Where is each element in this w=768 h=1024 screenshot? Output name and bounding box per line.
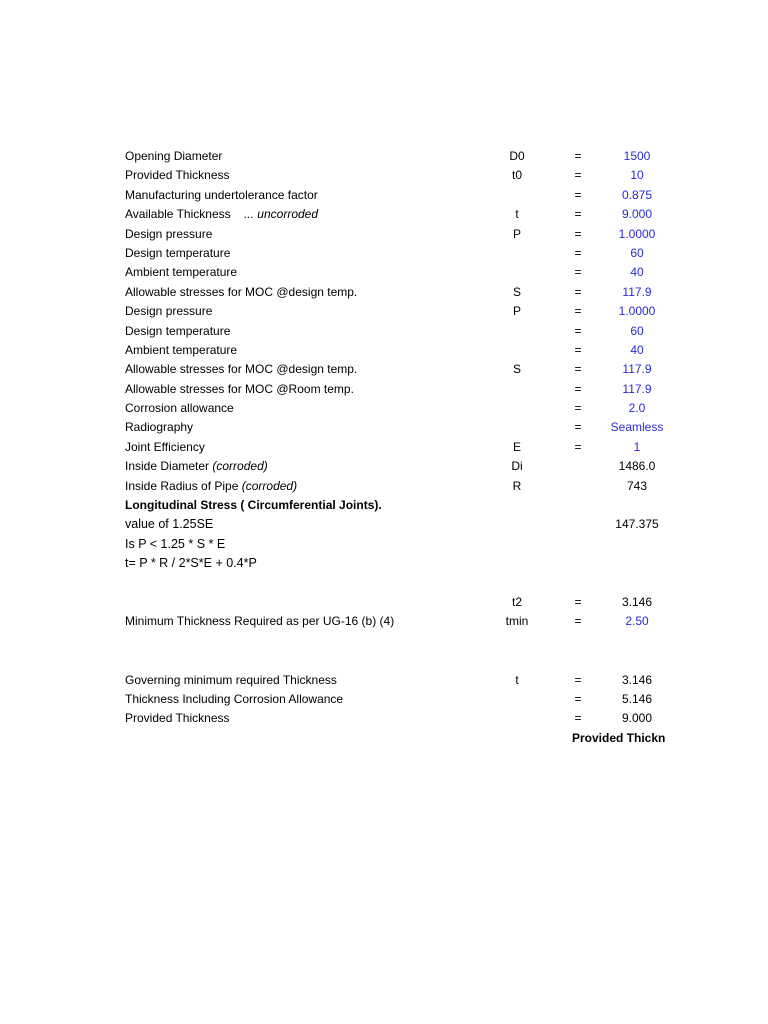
equals-sign: = bbox=[574, 168, 582, 183]
row-label: Allowable stresses for MOC @design temp. bbox=[125, 362, 358, 377]
row-ambient-temperature bbox=[0, 263, 768, 282]
row-note: (corroded) bbox=[241, 478, 298, 493]
row-provided-thickness-final bbox=[0, 709, 768, 728]
row-joint-efficiency bbox=[0, 438, 768, 457]
row-symbol: P bbox=[512, 304, 521, 319]
row-symbol: R bbox=[512, 478, 522, 493]
row-label-group bbox=[125, 477, 297, 496]
equals-sign: = bbox=[574, 381, 582, 396]
row-symbol: tmin bbox=[505, 614, 529, 629]
equals-sign: = bbox=[574, 149, 582, 163]
computed-value: 147.375 bbox=[615, 517, 659, 532]
equals-sign: = bbox=[574, 439, 582, 454]
row-allowable-stress-room bbox=[0, 380, 768, 399]
equals-sign: = bbox=[574, 323, 582, 338]
input-value[interactable]: 1.0000 bbox=[618, 304, 656, 319]
row-radiography bbox=[0, 418, 768, 437]
section-heading: Longitudinal Stress ( Circumferential Joints). bbox=[125, 498, 382, 513]
row-design-temperature bbox=[0, 244, 768, 263]
row-label: Corrosion allowance bbox=[125, 401, 234, 416]
equals-sign: = bbox=[574, 304, 582, 319]
input-value[interactable]: 2.50 bbox=[625, 614, 649, 629]
row-available-thickness bbox=[0, 205, 768, 224]
row-label: Joint Efficiency bbox=[125, 439, 205, 454]
row-label: Manufacturing undertolerance factor bbox=[125, 187, 318, 202]
input-value[interactable]: 1.0000 bbox=[618, 226, 656, 241]
input-value[interactable]: 40 bbox=[630, 265, 644, 280]
row-value-125se bbox=[0, 515, 768, 534]
row-label: Inside Diameter bbox=[125, 459, 210, 474]
row-label: Ambient temperature bbox=[125, 265, 238, 280]
row-formula bbox=[0, 554, 768, 573]
equals-sign: = bbox=[574, 672, 582, 687]
computed-value: 743 bbox=[626, 478, 648, 493]
row-min-thickness-ug16 bbox=[0, 612, 768, 631]
row-symbol: S bbox=[512, 362, 521, 377]
calculation-sheet bbox=[0, 147, 768, 748]
computed-value: 3.146 bbox=[621, 672, 653, 687]
computed-value: 1486.0 bbox=[618, 459, 656, 474]
equals-sign: = bbox=[574, 594, 582, 609]
row-longitudinal-stress-heading bbox=[0, 496, 768, 515]
row-label: Design pressure bbox=[125, 304, 213, 319]
row-check-condition bbox=[0, 535, 768, 554]
equals-sign: = bbox=[574, 284, 582, 299]
row-symbol: Di bbox=[511, 459, 523, 474]
row-symbol: t bbox=[515, 207, 519, 222]
row-label: Provided Thickness bbox=[125, 711, 230, 726]
row-symbol: P bbox=[512, 226, 521, 241]
row-label: Design temperature bbox=[125, 245, 231, 260]
row-t2 bbox=[0, 593, 768, 612]
input-value[interactable]: 60 bbox=[630, 323, 644, 338]
row-label-group bbox=[125, 457, 268, 476]
row-ambient-temperature-2 bbox=[0, 341, 768, 360]
equals-sign: = bbox=[574, 362, 582, 377]
equals-sign: = bbox=[574, 342, 582, 357]
spacer bbox=[0, 651, 768, 670]
input-value[interactable]: 117.9 bbox=[622, 381, 652, 396]
row-label: Minimum Thickness Required as per UG-16 (b) (4) bbox=[125, 614, 395, 629]
row-symbol: t0 bbox=[511, 168, 522, 183]
formula-text: t= P * R / 2*S*E + 0.4*P bbox=[125, 556, 257, 571]
row-label: value of 1.25SE bbox=[125, 517, 214, 532]
row-allowable-stress-design bbox=[0, 283, 768, 302]
row-footer bbox=[0, 729, 768, 748]
input-value[interactable]: 9.000 bbox=[621, 207, 653, 222]
row-label: Available Thickness bbox=[125, 207, 231, 222]
computed-value: 9.000 bbox=[621, 711, 653, 726]
equals-sign: = bbox=[574, 614, 582, 629]
row-label: Thickness Including Corrosion Allowance bbox=[125, 691, 344, 706]
row-design-pressure-2 bbox=[0, 302, 768, 321]
row-note: (corroded) bbox=[212, 459, 268, 474]
row-corrosion-allowance bbox=[0, 399, 768, 418]
equals-sign: = bbox=[574, 691, 582, 706]
row-label: Ambient temperature bbox=[125, 342, 238, 357]
row-design-pressure bbox=[0, 225, 768, 244]
input-value[interactable]: 117.9 bbox=[622, 284, 652, 299]
row-opening-diameter bbox=[0, 147, 768, 166]
spacer bbox=[0, 632, 768, 651]
row-note: ... uncorroded bbox=[243, 207, 319, 222]
row-inside-radius bbox=[0, 477, 768, 496]
row-inside-diameter bbox=[0, 457, 768, 476]
input-value[interactable]: 2.0 bbox=[628, 401, 646, 416]
row-undertolerance-factor bbox=[0, 186, 768, 205]
equals-sign: = bbox=[574, 207, 582, 222]
input-value[interactable]: 117.9 bbox=[622, 362, 652, 377]
equals-sign: = bbox=[574, 187, 582, 202]
row-label: Allowable stresses for MOC @Room temp. bbox=[125, 381, 354, 396]
equals-sign: = bbox=[574, 711, 582, 726]
row-governing-thickness bbox=[0, 671, 768, 690]
row-label: Governing minimum required Thickness bbox=[125, 672, 337, 687]
row-label: Provided Thickness bbox=[125, 168, 230, 183]
row-symbol: D0 bbox=[509, 149, 525, 163]
row-label: Allowable stresses for MOC @design temp. bbox=[125, 284, 358, 299]
row-label: Radiography bbox=[125, 420, 194, 435]
equals-sign: = bbox=[574, 226, 582, 241]
provided-thickness-result: Provided Thickn bbox=[572, 730, 666, 745]
input-value[interactable]: 0.875 bbox=[621, 187, 653, 202]
input-value[interactable]: 1500 bbox=[623, 149, 651, 163]
equals-sign: = bbox=[574, 420, 582, 435]
row-symbol: E bbox=[512, 439, 521, 454]
row-design-temperature-2 bbox=[0, 322, 768, 341]
row-label: Inside Radius of Pipe bbox=[125, 478, 239, 493]
input-value[interactable]: 60 bbox=[630, 245, 644, 260]
row-label: Opening Diameter bbox=[125, 149, 223, 163]
row-allowable-stress-design-2 bbox=[0, 360, 768, 379]
equals-sign: = bbox=[574, 401, 582, 416]
row-label: Is P < 1.25 * S * E bbox=[125, 536, 226, 551]
row-label: Design temperature bbox=[125, 323, 231, 338]
input-value[interactable]: 1 bbox=[633, 439, 641, 454]
row-label: Design pressure bbox=[125, 226, 213, 241]
spacer bbox=[0, 574, 768, 593]
equals-sign: = bbox=[574, 245, 582, 260]
input-value[interactable]: 40 bbox=[630, 342, 644, 357]
row-symbol: t bbox=[515, 672, 519, 687]
computed-value: 3.146 bbox=[621, 594, 653, 609]
row-provided-thickness bbox=[0, 166, 768, 185]
row-thickness-with-ca bbox=[0, 690, 768, 709]
equals-sign: = bbox=[574, 265, 582, 280]
computed-value: 5.146 bbox=[621, 691, 653, 706]
row-symbol: S bbox=[512, 284, 521, 299]
row-label-group bbox=[125, 205, 318, 224]
row-symbol: t2 bbox=[511, 594, 522, 609]
input-value[interactable]: Seamless bbox=[610, 420, 664, 435]
input-value[interactable]: 10 bbox=[630, 168, 644, 183]
